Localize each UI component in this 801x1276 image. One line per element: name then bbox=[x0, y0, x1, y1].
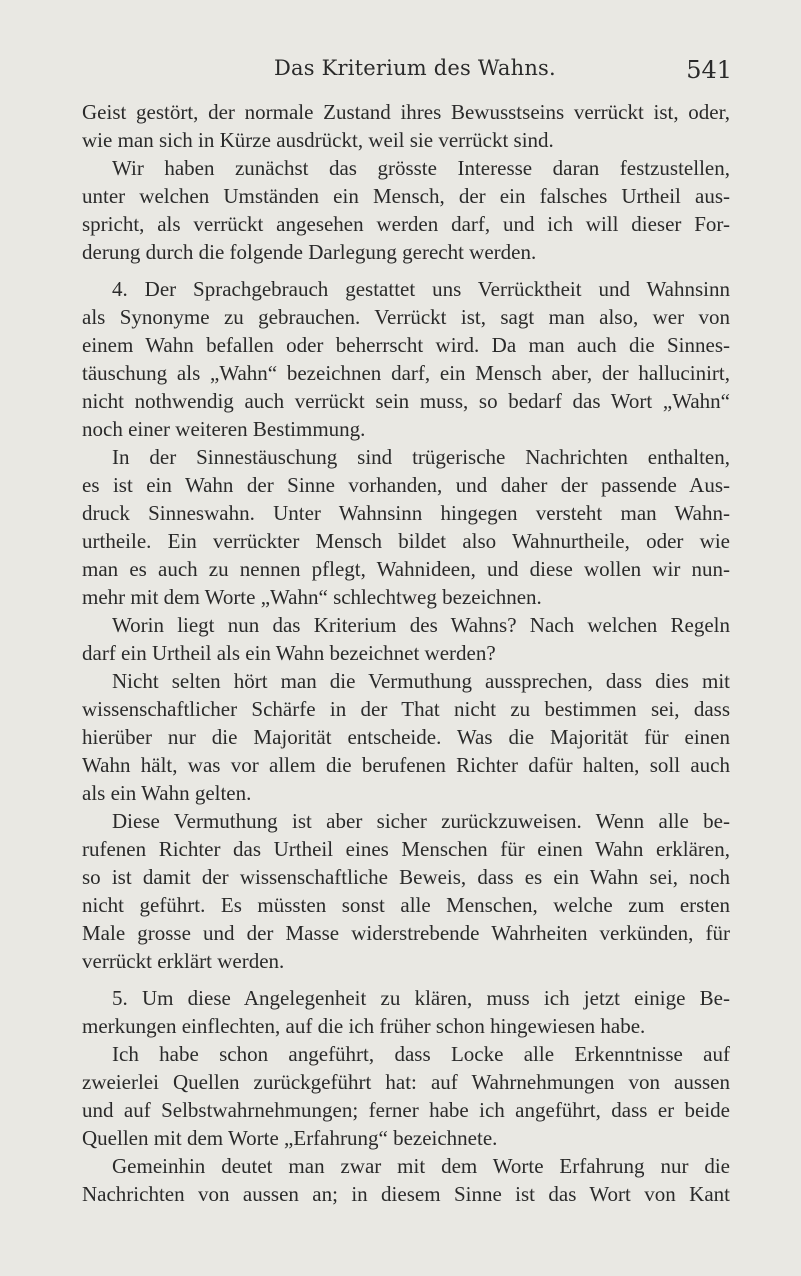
section-gap bbox=[82, 975, 730, 984]
text-line: als Synonyme zu gebrauchen. Verrückt ist, sagt man also, wer von bbox=[82, 305, 730, 329]
text-line: Male grosse und der Masse widerstrebende Wahrheiten verkünden, für bbox=[82, 921, 730, 945]
body-text bbox=[82, 98, 730, 1208]
text-line: nicht geführt. Es müssten sonst alle Menschen, welche zum ersten bbox=[82, 893, 730, 917]
text-line: 4. Der Sprachgebrauch gestattet uns Verrücktheit und Wahnsinn bbox=[112, 277, 730, 301]
text-line: urtheile. Ein verrückter Mensch bildet also Wahnurtheile, oder wie bbox=[82, 529, 730, 553]
text-line: nicht nothwendig auch verrückt sein muss, so bedarf das Wort „Wahn“ bbox=[82, 389, 730, 413]
section-gap bbox=[82, 266, 730, 275]
text-line: als ein Wahn gelten. bbox=[82, 781, 252, 805]
page-number: 541 bbox=[686, 56, 732, 84]
text-line: Nicht selten hört man die Vermuthung aussprechen, dass dies mit bbox=[112, 669, 730, 693]
text-line: wissenschaftlicher Schärfe in der That nicht zu bestimmen sei, dass bbox=[82, 697, 730, 721]
text-line: Ich habe schon angeführt, dass Locke alle Erkenntnisse auf bbox=[112, 1042, 730, 1066]
text-line: spricht, als verrückt angesehen werden darf, und ich will dieser For- bbox=[82, 212, 730, 236]
text-line: Quellen mit dem Worte „Erfahrung“ bezeichnete. bbox=[82, 1126, 498, 1150]
text-line: 5. Um diese Angelegenheit zu klären, muss ich jetzt einige Be- bbox=[112, 986, 730, 1010]
text-line: Gemeinhin deutet man zwar mit dem Worte Erfahrung nur die bbox=[112, 1154, 730, 1178]
text-line: man es auch zu nennen pflegt, Wahnideen, und diese wollen wir nun- bbox=[82, 557, 730, 581]
text-line: Nachrichten von aussen an; in diesem Sinne ist das Wort von Kant bbox=[82, 1182, 730, 1206]
text-line: Worin liegt nun das Kriterium des Wahns? Nach welchen Regeln bbox=[112, 613, 730, 637]
text-line: darf ein Urtheil als ein Wahn bezeichnet werden? bbox=[82, 641, 496, 665]
text-line: unter welchen Umständen ein Mensch, der ein falsches Urtheil aus- bbox=[82, 184, 730, 208]
text-line: mehr mit dem Worte „Wahn“ schlechtweg bezeichnen. bbox=[82, 585, 542, 609]
running-title: Das Kriterium des Wahns. bbox=[274, 56, 556, 80]
text-line: derung durch die folgende Darlegung gerecht werden. bbox=[82, 240, 537, 264]
text-line: zweierlei Quellen zurückgeführt hat: auf Wahrnehmungen von aussen bbox=[82, 1070, 730, 1094]
text-line: Wahn hält, was vor allem die berufenen Richter dafür halten, soll auch bbox=[82, 753, 730, 777]
text-line: es ist ein Wahn der Sinne vorhanden, und daher der passende Aus- bbox=[82, 473, 730, 497]
text-line: merkungen einflechten, auf die ich früher schon hingewiesen habe. bbox=[82, 1014, 646, 1038]
text-line: Diese Vermuthung ist aber sicher zurückzuweisen. Wenn alle be- bbox=[112, 809, 730, 833]
text-line: so ist damit der wissenschaftliche Beweis, dass es ein Wahn sei, noch bbox=[82, 865, 730, 889]
text-line: Wir haben zunächst das grösste Interesse daran festzustellen, bbox=[112, 156, 730, 180]
text-line: druck Sinneswahn. Unter Wahnsinn hingegen versteht man Wahn- bbox=[82, 501, 730, 525]
text-line: In der Sinnestäuschung sind trügerische Nachrichten enthalten, bbox=[112, 445, 730, 469]
text-line: einem Wahn befallen oder beherrscht wird. Da man auch die Sinnes- bbox=[82, 333, 730, 357]
text-line: rufenen Richter das Urtheil eines Menschen für einen Wahn erklären, bbox=[82, 837, 730, 861]
text-line: noch einer weiteren Bestimmung. bbox=[82, 417, 366, 441]
text-line: und auf Selbstwahrnehmungen; ferner habe ich angeführt, dass er beide bbox=[82, 1098, 730, 1122]
text-line: hierüber nur die Majorität entscheide. Was die Majorität für einen bbox=[82, 725, 730, 749]
text-line: wie man sich in Kürze ausdrückt, weil sie verrückt sind. bbox=[82, 128, 554, 152]
text-line: Geist gestört, der normale Zustand ihres Bewusstseins verrückt ist, oder, bbox=[82, 100, 730, 124]
page-header bbox=[0, 56, 801, 90]
text-line: verrückt erklärt werden. bbox=[82, 949, 285, 973]
text-line: täuschung als „Wahn“ bezeichnen darf, ein Mensch aber, der hallucinirt, bbox=[82, 361, 730, 385]
